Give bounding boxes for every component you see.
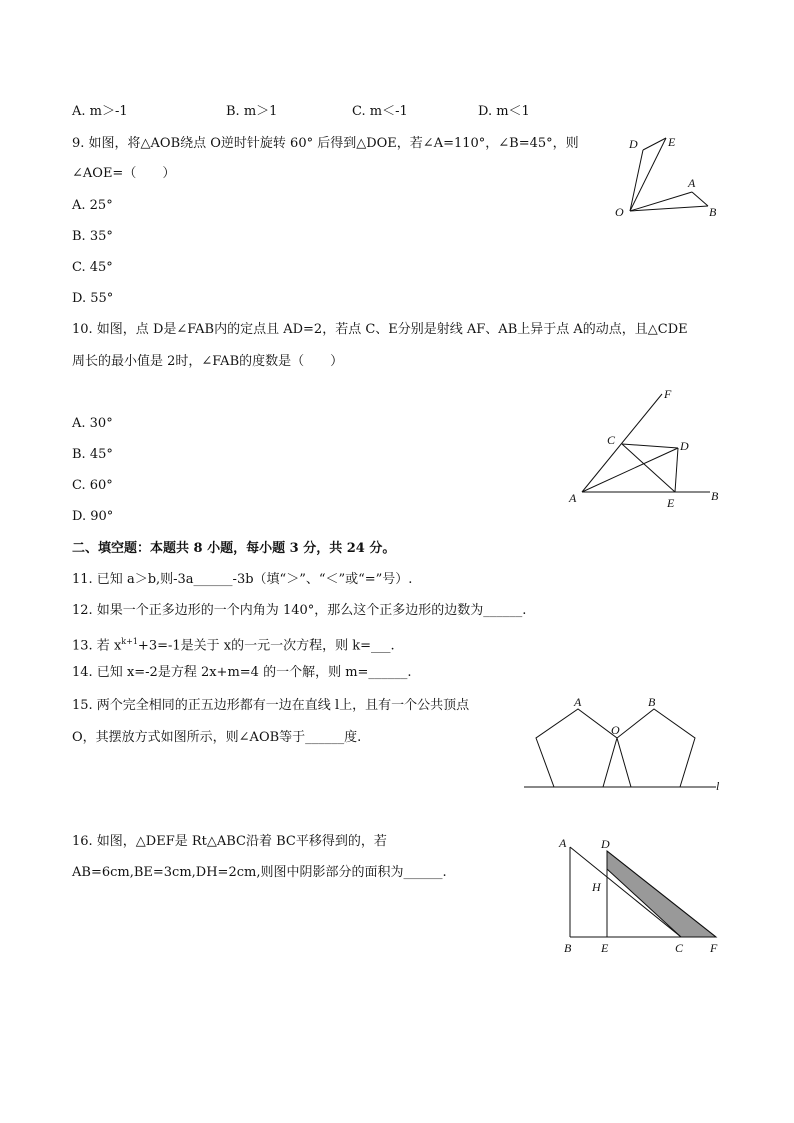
q16-label-d: D	[601, 837, 610, 851]
q8-option-b: B. m＞1	[226, 104, 278, 119]
q16-label-a: A	[559, 836, 567, 850]
q9-option-d: D. 55°	[72, 291, 114, 306]
q10-stem-line2: 周长的最小值是 2时，∠FAB的度数是（ ）	[72, 354, 344, 369]
q11-text: 11. 已知 a＞b,则-3a______-3b（填“＞”、“＜”或“=”号）.	[72, 572, 413, 587]
q15-label-l: l	[716, 779, 720, 793]
q15-label-o: O	[611, 723, 620, 737]
q16-label-h: H	[592, 880, 601, 894]
q16-stem-line2: AB=6cm,BE=3cm,DH=2cm,则图中阴影部分的面积为______.	[72, 865, 447, 880]
q8-option-a: A. m＞-1	[72, 104, 128, 119]
q10-option-a: A. 30°	[72, 416, 113, 431]
q15-label-a: A	[574, 695, 582, 709]
q16-figure	[555, 830, 725, 960]
q9-label-d: D	[629, 137, 638, 151]
q9-stem-line2: ∠AOE=（ ）	[72, 166, 176, 181]
q15-stem-line2: O，其摆放方式如图所示，则∠AOB等于______度.	[72, 730, 362, 745]
q10-label-a: A	[569, 491, 577, 505]
q9-label-o: O	[615, 205, 624, 219]
q16-label-b: B	[564, 941, 572, 955]
q10-label-b: B	[711, 489, 719, 503]
q12-text: 12. 如果一个正多边形的一个内角为 140°，那么这个正多边形的边数为______.	[72, 603, 527, 618]
q10-label-d: D	[680, 439, 689, 453]
q16-label-c: C	[675, 941, 684, 955]
q10-label-c: C	[607, 433, 616, 447]
q10-option-d: D. 90°	[72, 509, 114, 524]
q10-figure	[560, 382, 730, 512]
q9-figure	[610, 128, 730, 228]
q16-label-f: F	[710, 941, 718, 955]
q9-option-a: A. 25°	[72, 198, 113, 213]
q9-stem-line1: 9. 如图，将△AOB绕点 O逆时针旋转 60° 后得到△DOE，若∠A=110°，∠B=45°，则	[72, 136, 579, 151]
q14-text: 14. 已知 x=-2是方程 2x+m=4 的一个解，则 m=______.	[72, 665, 412, 680]
q8-option-d: D. m＜1	[478, 104, 530, 119]
q9-option-c: C. 45°	[72, 260, 113, 275]
q16-label-e: E	[601, 941, 609, 955]
section2-heading: 二、填空题：本题共 8 小题，每小题 3 分，共 24 分。	[72, 541, 396, 556]
q15-figure	[520, 690, 730, 800]
q10-stem-line1: 10. 如图，点 D是∠FAB内的定点且 AD=2，若点 C、E分别是射线 AF、AB上异于点 A的动点，且△CDE	[72, 322, 688, 337]
q15-label-b: B	[648, 695, 656, 709]
q15-stem-line1: 15. 两个完全相同的正五边形都有一边在直线 l上，且有一个公共顶点	[72, 698, 470, 713]
q9-label-e: E	[668, 135, 676, 149]
q10-label-f: F	[664, 387, 672, 401]
q10-label-e: E	[667, 496, 675, 510]
q13-text-post: +3=-1是关于 x的一元一次方程，则 k=___.	[137, 638, 395, 654]
q10-option-b: B. 45°	[72, 447, 113, 462]
q13-text	[72, 633, 395, 655]
q10-option-c: C. 60°	[72, 478, 113, 493]
q9-label-a: A	[688, 176, 696, 190]
q13-text-pre: 13. 若 x	[72, 638, 122, 654]
q13-superscript: k+1	[121, 637, 138, 646]
q9-option-b: B. 35°	[72, 229, 113, 244]
q9-label-b: B	[709, 205, 717, 219]
q8-option-c: C. m＜-1	[352, 104, 408, 119]
q16-stem-line1: 16. 如图，△DEF是 Rt△ABC沿着 BC平移得到的，若	[72, 834, 387, 849]
